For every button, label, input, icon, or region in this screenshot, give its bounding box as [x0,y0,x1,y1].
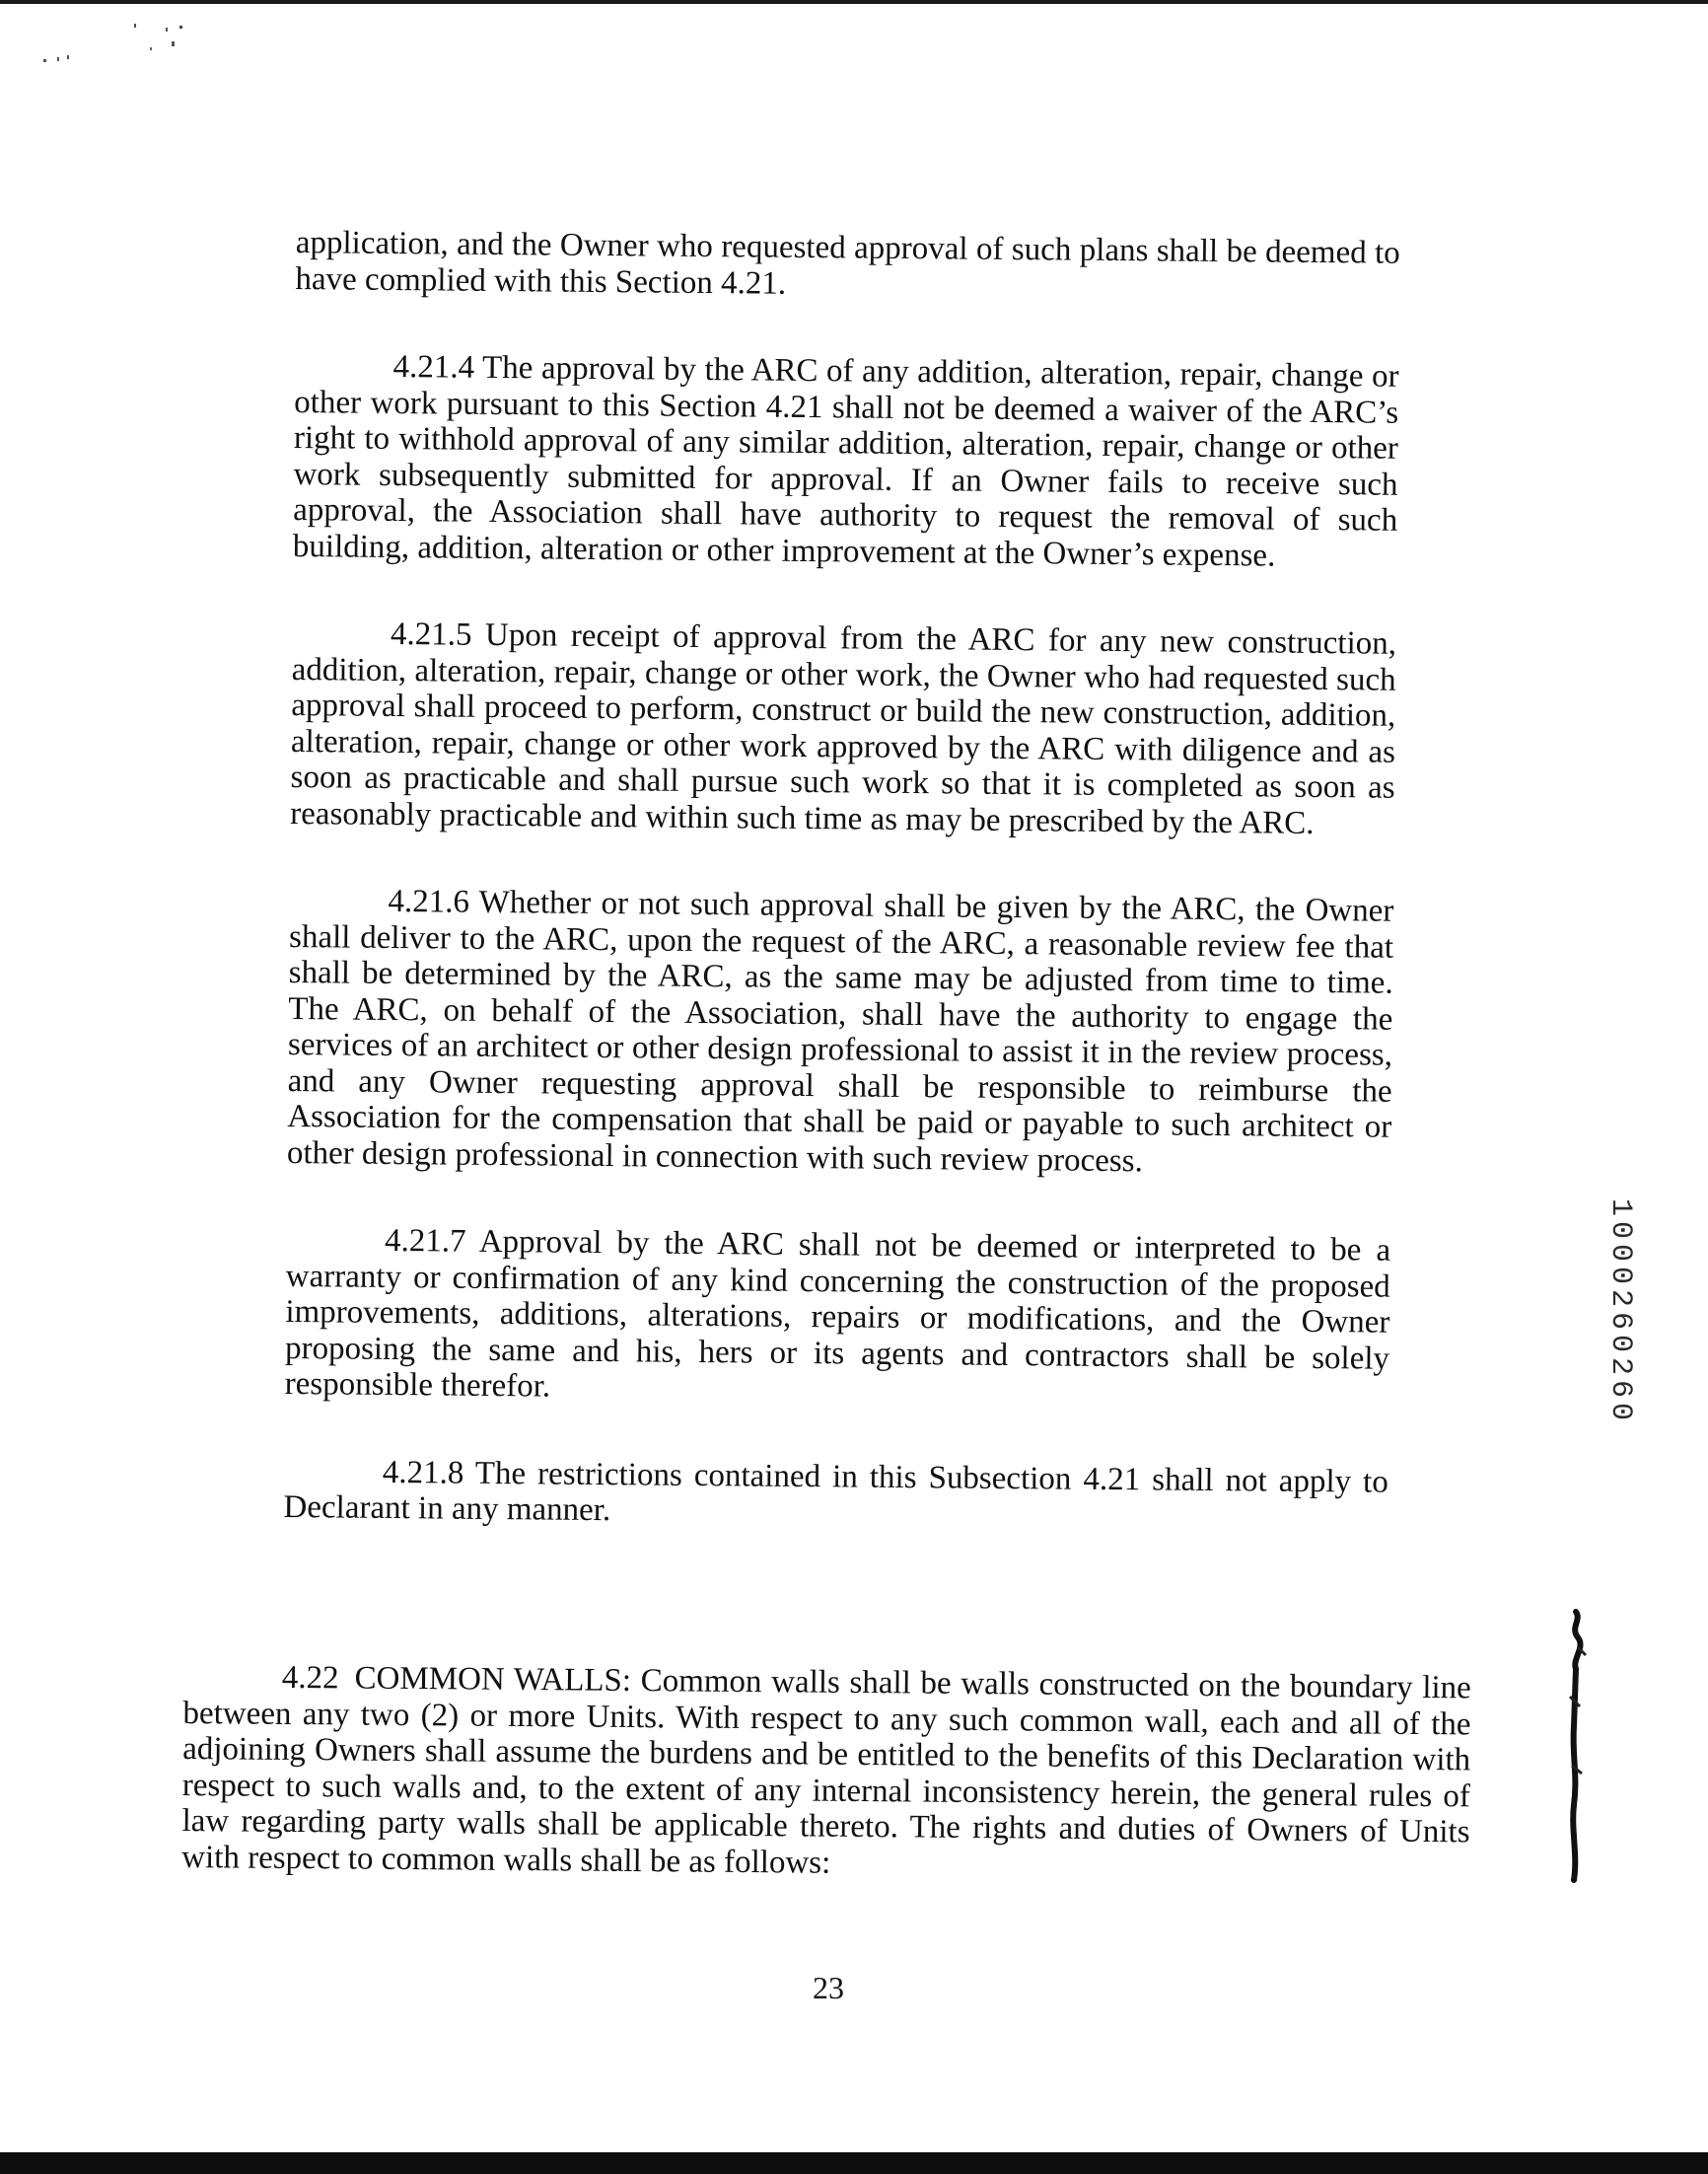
scan-edge-top [0,0,1708,4]
paragraph-4-21-6: 4.21.6 Whether or not such approval shall be given by the ARC, the Owner shall deliver to the ARC, upon the request of the ARC, a reasonable review fee that shall be determined by the ARC, as the same may be adjusted from time to time. The ARC, on behalf of the Association, shall have the authority to engage the services of an architect or other design professional to assist it in the review process, and any Owner requesting approval shall be responsible to reimburse the Association for the compensation that shall be paid or payable to such architect or other design professional in connection with such review process. [286,883,1394,1179]
scan-specks [39,20,276,69]
paragraph-4-21-4: 4.21.4 The approval by the ARC of any addition, alteration, repair, change or other work pursuant to this Section 4.21 shall not be deemed a waiver of the ARC’s right to withhold approval of any similar addition, alteration, repair, change or other work subsequently submitted for approval. If an Owner fails to receive such approval, the Association shall have authority to request the removal of such building, addition, alteration or other improvement at the Owner’s expense. [292,348,1399,574]
paragraph-4-21-8: 4.21.8 The restrictions contained in this Subsection 4.21 shall not apply to Declarant in any manner. [283,1454,1388,1529]
document-body [283,225,1400,1587]
paragraph-4-21-5: 4.21.5 Upon receipt of approval from the ARC for any new construction, addition, alteration, repair, change or other work, the Owner who had requested such approval shall proceed to perform, construct or build the new construction, addition, alteration, repair, change or other work approved by the ARC with diligence and as soon as practicable and shall pursue such work so that it is completed as soon as reasonably practicable and within such time as may be prescribed by the ARC. [290,616,1397,841]
side-stamp: 1000260260 [1603,1198,1637,1426]
section-4-22 [181,1659,1471,1886]
page-number: 23 [813,1970,844,2005]
paragraph-4-21-7: 4.21.7 Approval by the ARC shall not be deemed or interpreted to be a warranty or confirmation of any kind concerning the construction of the proposed improvements, additions, alterations, repairs or modifications, and the Owner proposing the same and his, hers or its agents and contractors shall be solely responsible therefor. [284,1222,1391,1405]
section-4-22-heading: COMMON WALLS: [354,1660,632,1699]
section-4-22-number: 4.22 [281,1659,339,1697]
paragraph-continuation: application, and the Owner who requested approval of such plans shall be deemed to have complied with this Section 4.21. [295,225,1400,302]
section-4-22-body: Common walls shall be walls constructed on the boundary line between any two (2) or more Units. With respect to any such common wall, each and all of the adjoining Owners shall assume the burdens and be entitled to the benefits of this Declaration with respect to such walls and, to the extent of any internal inconsistency herein, the general rules of law regarding party walls shall be applicable thereto. The rights and duties of Owners of Units with respect to common walls shall be as follows: [181,1663,1471,1881]
margin-handwritten-mark [1556,1608,1596,1884]
scan-edge-bottom [0,2152,1708,2174]
